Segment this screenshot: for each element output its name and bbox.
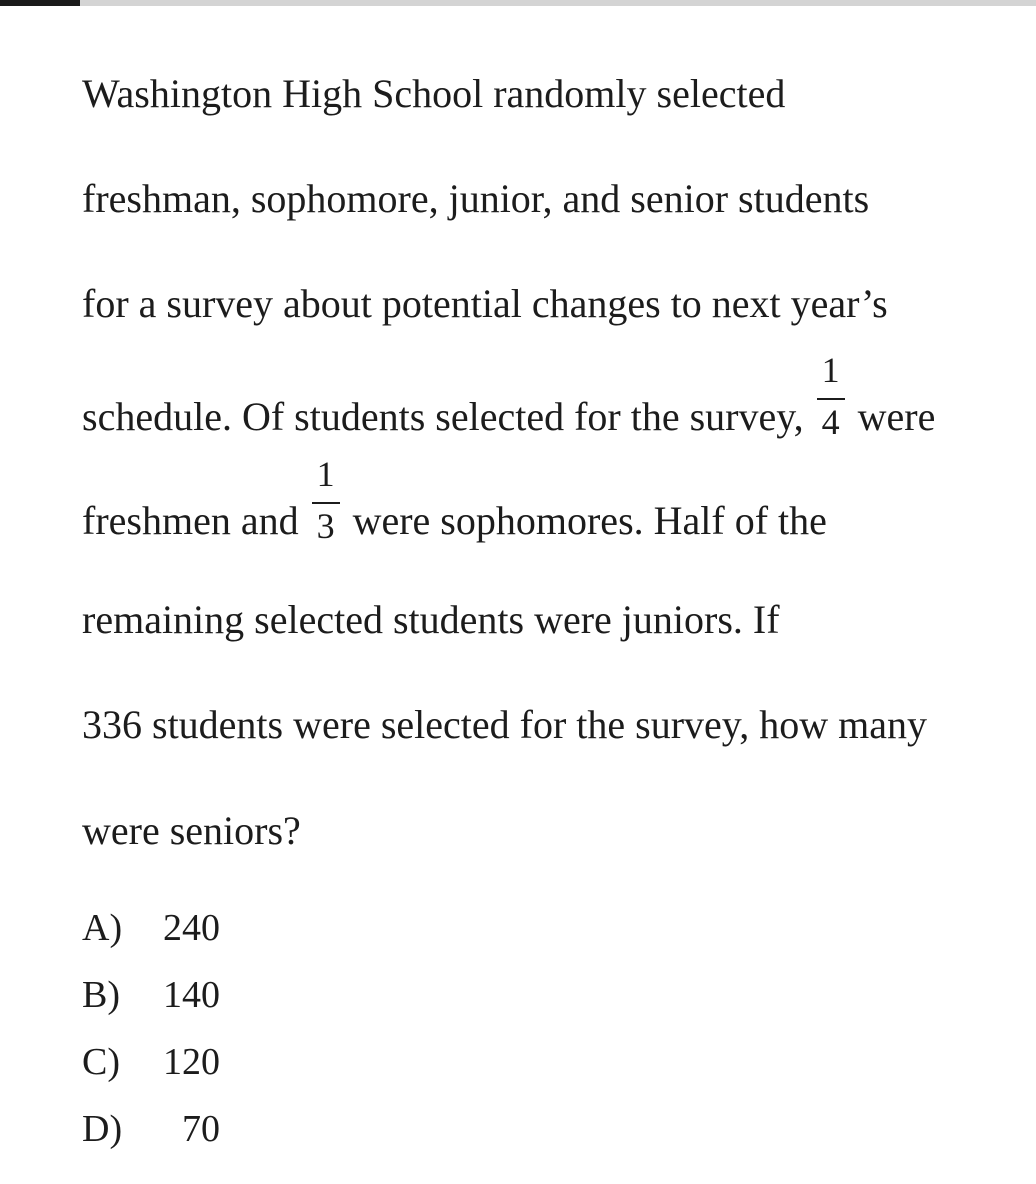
fraction-one-third xyxy=(309,454,343,546)
fraction-denominator: 3 xyxy=(316,506,335,546)
fraction-denominator: 4 xyxy=(821,402,840,442)
choice-value: 240 xyxy=(163,907,220,949)
line-4-text-after: were xyxy=(857,394,936,439)
fraction-numerator: 1 xyxy=(316,454,335,494)
choice-value: 140 xyxy=(163,974,220,1016)
question-line-7: 336 students were selected for the survey, how many xyxy=(82,702,927,747)
choice-letter: A) xyxy=(82,907,123,949)
answer-choice-c[interactable] xyxy=(82,1043,220,1081)
answer-choice-d[interactable] xyxy=(82,1110,220,1148)
choice-letter: D) xyxy=(82,1108,123,1150)
choice-value: 70 xyxy=(182,1108,220,1150)
question-line-5 xyxy=(82,454,827,546)
question-line-6: remaining selected students were juniors. If xyxy=(82,597,780,642)
question-line-2: freshman, sophomore, junior, and senior students xyxy=(82,176,870,221)
question-line-1: Washington High School randomly selected xyxy=(82,71,786,116)
question-line-3: for a survey about potential changes to next year’s xyxy=(82,281,888,326)
choice-letter: B) xyxy=(82,974,120,1016)
question-line-4 xyxy=(82,350,936,442)
fraction-one-fourth xyxy=(814,350,848,442)
top-progress-indicator xyxy=(0,0,80,6)
answer-choice-b[interactable] xyxy=(82,976,220,1014)
fraction-bar xyxy=(817,398,845,400)
fraction-numerator: 1 xyxy=(821,350,840,390)
question-line-8: were seniors? xyxy=(82,808,301,853)
choice-value: 120 xyxy=(163,1041,220,1083)
answer-choice-a[interactable] xyxy=(82,909,220,947)
choice-letter: C) xyxy=(82,1041,120,1083)
fraction-bar xyxy=(312,502,340,504)
line-5-text-after: were sophomores. Half of the xyxy=(352,498,827,543)
top-progress-bar xyxy=(0,0,1036,6)
line-5-text-before: freshmen and xyxy=(82,498,299,543)
line-4-text-before: schedule. Of students selected for the survey, xyxy=(82,394,804,439)
